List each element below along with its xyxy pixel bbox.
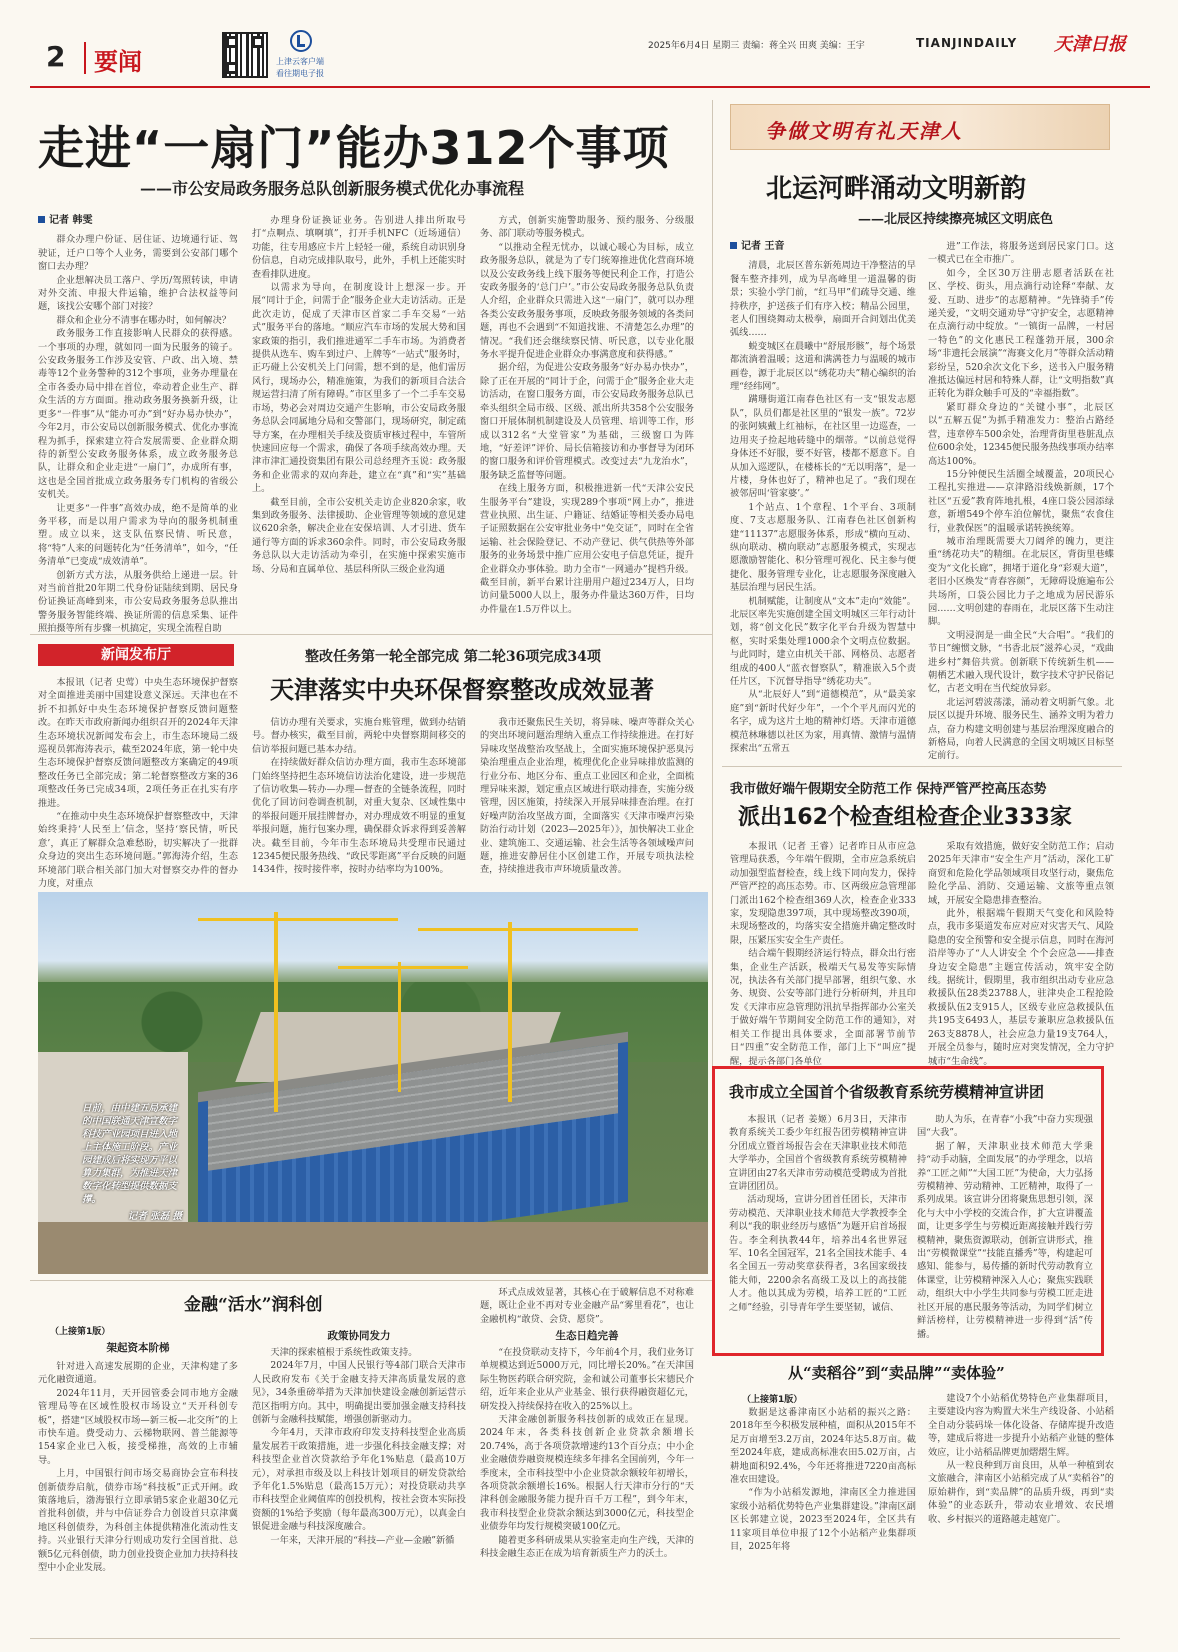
- labor-column-1: 本报讯（记者 姜姬）6月3日，天津市教育系统关工委少年红报告团劳模精神宣讲分团成立暨首场报告会在天津职业技术师范大学举办，全国首个省级教育系统劳模精神宣讲团由27名天津市劳动模范受聘成为首批宣讲团团员。 活动现场，宣讲分团首任团长，天津市劳动模范、天津职业技术师范大学教授李全利以“我的职业经历与感悟”为题开启首场报告。李全利执教44年，培养出4名世界冠军、10名全国冠军，21名全国技术能手、4名全国五一劳动奖章获得者，3名国家级技能大师，2200余名高级工及以上的高技能人才。他以其成为劳模，培养工匠的“工匠之师”经验，引导青年学生要坚韧，诚信、: [729, 1114, 907, 1313]
- finance-sub-3: 生态日趋完善: [555, 1330, 619, 1342]
- banner-text: 争做文明有礼天津人: [765, 119, 963, 143]
- rule-left-2: [30, 1280, 712, 1281]
- paper-name-en: TIANJINDAILY: [916, 36, 1018, 50]
- lead-byline: 记者 韩雯: [38, 214, 238, 227]
- page-divider: [84, 42, 86, 74]
- photo-caption: 日前，由中建五局承建的中国联通天津宣数字科技产业园项目进入地上主体施工阶段。产业园建成后将实现万平以算力集群，为推进天津数字化转型提供数据支撑。 记者 张磊 摄: [82, 1103, 182, 1222]
- news-release-column-2: 信访办理有关要求，实施台账管理，做到办结销号。督办核实，截至目前，两轮中央督察期间移交的信访举报问题已基本办结。 在持续做好群众信访办理方面，我市生态环境部门始终坚持把生态环境信访法治化建设，进一步规范了信访收集—转办—办理—督查的全链条流程，同时优化了回访问卷调查机制，对重大复杂、区域性集中的举报问题开展挂牌督办，对办理成效不明显的重复举报问题，施行包案办理，确保群众诉求得到妥善解决。截至目前，今年市生态环境局共受理市民通过12345便民服务热线、“政民零距离”平台反映的问题1434件，按时接件率，按时办结率均为100%。: [252, 717, 466, 876]
- rice-column-2: 建设7个小站稻优势特色产业集群项目，主要建设内容为购置大米生产线设备、小站稻全自动分装码垛一体化设备、存储库提升改造等，建成后将进一步提升小站稻产业链的整体效应，让小站稻品牌更加熠熠生辉。 从一粒良种到万亩良田，从单一种植到农文旅融合，津南区小站稻完成了从“卖稻谷”的原始耕作，到“卖品牌”的品质升级，再到“卖体验”的业态跃升，带动农业增效、农民增收、乡村振兴的道路越走越宽广。: [928, 1393, 1114, 1525]
- lead-column-2: 办理身份证换证业务。告别进人排出所取号打“点啊点、填啊填”，打开手机NFC（近场通信）功能，往专用感应卡片上轻轻一碰，系统自动识别身份信息，自动完成排队取号，此外，手机上还能实时查看排队进度。 以需求为导向，在制度设计上想深一步。开展“同计于企，问需于企”服务企业大走访活动。正是此次走访，促成了天津市区首家二手车交易“一站式”服务平台的落地。“顺应汽车市场的发展大势和国家政策的指引，我们推进通军二手车市场。为消费者提供从选车、购车到过户、上牌等“一站式”服务时，正巧碰上公安机关上门问需，想不到的是，他们雷厉风行，现场办公，精准施策，为我们的新项目合法合规运营扫清了所有障碍。”市区里多了一个二手车交易市场，势必会对周边交通产生影响，市公安局政务服务总队会同属地分局和交警部门，现场研究，制定疏导方案，在办理相关手续及资质审核过程中，车管所快速回应每一个需求，确保了各项手续高效办理。天津市津汇通投资集团有限公司总经理齐玉说：政务服务和企业需求的双向奔赴，建立在“真”和“实”基础上。 截至目前，全市公安机关走访企业820余家，收集到政务服务、法律援助、企业管理等领域的意见建议620余条，解决企业在安保培训、人才引进、货车通行等方面的诉求360余件。同时，市公安局政务服务总队以大走访活动为牵引，在实施中探索实施市场、分局和直属单位、基层科所队三级企业沟通: [252, 215, 466, 575]
- tianjin-app-logo-icon: [290, 30, 312, 52]
- photo-ground: [38, 1222, 708, 1274]
- safety-column-1: 本报讯（记者 王睿）记者昨日从市应急管理局获悉，今年端午假期，全市应急系统启动加强型监督检查，线上线下同向发力，保持严管严控的高压态势。市、区两级应急管理部门派出162个检查组369人次，检查企业333家，发现隐患397项，其中现场整改390项，未现场整改的，均落实安全措施并确定整改时限，压紧压实安全生产责任。 结合端午假期经济运行特点，群众出行密集，企业生产活跃，极端天气易发等实际情况，执法各有关部门提早部署，组织气象、水务、规资、公安等部门进行分析研判，并且印发《天津市应急管理防汛抗旱指挥部办公室关于做好端午节期间安全防范工作的通知》，对相关工作提出具体要求，全面部署节前节日“四重”安全防范工作，部门上下“叫应”提醒，提示各部门各单位: [730, 841, 916, 1067]
- lead-title: 走进“一扇门”能办312个事项: [38, 121, 670, 175]
- app-caption-1: 上津云客户端: [276, 57, 324, 66]
- date-line: 2025年6月4日 星期三 责编：蒋全兴 田爽 美编：王宇: [648, 41, 865, 51]
- paper-name-cn: 天津日报: [1054, 34, 1126, 55]
- news-release-kicker: 整改任务第一轮全部完成 第二轮36项完成34项: [305, 649, 601, 665]
- masthead: [30, 28, 1150, 84]
- crane-3-jib: [338, 966, 468, 969]
- civility-banner: [730, 104, 1110, 150]
- labor-highlight-box: [712, 1066, 1104, 1356]
- finance-column-1: 针对进入高速发展期的企业，天津构建了多元化融资通道。 2024年11月，天开园管委会同市地方金融管理局等在区域性股权市场设立“天开科创专板”，搭建“区域股权市场—新三板—北交所”的上市快车道。费受动力、云梯物联网、普兰能源等154家企业已入板，接受梯推，高效的上市辅导。 上月，中国银行间市场交易商协会宣布科技创新债券启航，债券市场“科技板”正式开闸。政策落地后，渤海银行立即承销5家企业超30亿元首批科创债，并与中信证券合力创设首只京津冀地区科创债券，为科创主体提供精准化流动性支持。兴业银行天津分行则成功发行全国首批、总额5亿元科创债，助力创业投资企业加力扶持科技型中小企业发展。: [38, 1361, 238, 1574]
- page-number: 2: [46, 40, 66, 73]
- safety-column-2: 采取有效措施，做好安全防范工作；启动2025年天津市“安全生产月”活动，深化工矿商贸和危险化学品领域项目攻坚行动，聚焦危险化学品、消防、交通运输、文旅等重点领域，开展安全隐患排查整治。 此外，根据端午假期天气变化和风险特点，我市多渠道发布应对应对灾害天气、风险隐患的安全预警和安全提示信息，同时在海河沿岸等办了“人人讲安全 个个会应急——排查身边安全隐患”主题宣传活动，筑牢安全防线。据统计，假期里，我市组织出动专业应急救援队伍28类23788人，驻津央企工程抢险救援队伍2支915人，区级专业应急救援队伍共195支6493人，基层专兼职应急救援队伍263支8878人，社会应急力量19支764人，开展全员参与，随时应对突发情况，全力守护城市“生命线”。: [928, 841, 1114, 1067]
- app-caption-2: 看往期电子报: [276, 69, 324, 78]
- crane-3: [398, 962, 401, 1092]
- photo-credit: 记者 张磊 摄: [127, 1211, 182, 1222]
- rice-continued: （上接第1版）: [742, 1395, 803, 1405]
- lead-column-3: 方式，创新实施警助服务、预约服务、分级服务、部门联动等服务模式。 “以推动全程无忧办，以诚心暖心为目标，成立政务服务总队，就是为了专门统筹推进优化营商环境以及公安政务线上线下服务等便民利企工作，打造公安政务服务的‘总门户’。”市公安局政务服务总队负责人介绍，企业群众只需进入这“一扇门”，就可以办理各类公安政务服务事项，反映政务服务领域的各类问题，再也不会遇到“不知道找谁、不清楚怎么办理”的情况。“我们还会继续察民情、听民意，以专业化服务水平提升促进企业群众办事满意度和获得感。” 据介绍，为促进公安政务服务“好办易办快办”，除了正在开展的“同计于企，问需于企”服务企业大走访活动，在窗口服务方面，市公安局政务服务总队已牵头组织全局市级、区级、派出所共358个公安服务窗口开展体制机制建设及人员管理、培训等工作，形成以312名“大堂管家”为基础，三级窗口为阵地，“好差评”评价、局长信箱接访和办事督导为闭环的窗口服务和评价管理模式。改变过去“九龙治水”，服务缺乏监督等问题。 在线上服务方面，积极推进新一代“天津公安民生服务平台”建设，实现289个事项“网上办”，推进营业执照、出生证、户籍证、结婚证等相关委办局电子证照数据在公安审批业务中“免交证”，同时在全省运输、社会保险登记、不动产登记、供气供热等外部服务的业务场景中推广应用公安电子信息凭证，提升企业群众办事体验。助力全市“一网通办”提档升级。截至目前，新平台累计注册用户超过234万人，日均访问量5000人以上，服务办件量达360万件，日均办件量在1.5万件以上。: [480, 215, 694, 615]
- finance-title: 金融“活水”润科创: [184, 1295, 323, 1315]
- civility-column-1: 记者 王音 清晨，北辰区普东新苑周边干净整洁的早餐车整齐排列，成为早高峰里一道温馨的街景；实验小学门前，“红马甲”们疏导交通、维持秩序，护送孩子们有序入校；精品公园里，老人们围绕舞动太极拳，扇面开合间划出优美弧线…… 蜕变城区在晨曦中“舒展形骸”，每个场景都流淌着温暖；这道和满满苍力与温暖的城市画卷，源于北辰区以“绣花功夫”精心编织的治理“经纬网”。 蹒珊街道江南春色社区有一支“银发志愿队”，队员们都是社区里的“银发一族”。72岁的张阿姨戴上红袖标，在社区里一边巡查，一边用夹子捡起地砖缝中的烟蒂。“以前总觉得身体还不好服，要不好管，楼都不愿意下。自从加入巡逻队，在楼栋长的“无以明落”，是一片楼，身体也好了，精神也足了。“我们现在被邻居叫‘管家婆’。” 1个站点、1个章程、1个平台、3项制度、7支志愿服务队、江南春色社区创新构建“11137”志愿服务体系，形成“横向互动、纵向联动、横向联动”志愿服务模式，实现志愿激励智能化、积分管理可视化、民主参与便捷化、服务管理专业化，让志愿服务深度融入基层治理与居民生活。 机制赋能，让制度从“文本”走向“效能”。北辰区率先实施创建全国文明城区三年行动计划，将“创文化民”数字化平台升级为智慧中枢，实时采集处理1000余个文明点位数据。与此同时，建立由机关干部、网格员、志愿者组成的400人“蓝衣督察队”，精准嵌入5个责任片区，下沉督导指导“绣花功夫”。 从“北辰好人”到“道德模范”，从“最美家庭”到“新时代好少年”，一个个平凡而闪光的名字，成为这片土地的精神灯塔。天津市道德模范林琳德以社区为家，用真情、激情与温情探索出“五常五: [730, 241, 916, 755]
- finance-column-0: 环式点成效显著，其核心在于破解信息不对称难题，既让企业不再对专业金融产品“雾里看花”，也让金融机构“敢贷、会贷、愿贷”。: [480, 1287, 694, 1325]
- bottom-rule: [30, 1638, 1120, 1639]
- finance-continued: （上接第1版）: [50, 1327, 111, 1337]
- rice-column-1: 数据是这番津南区小站稻的振兴之路：2018年至今积极发展种植，面积从2015年不足万亩增至3.2万亩，2024年达5.8万亩。截至2024年底，建成高标准农田5.02万亩，占耕地面积92.4%，今年还将推进7220亩高标准农田建设。 “作为小站稻发源地，津南区全力推进国家级小站稻优势特色产业集群建设。”津南区副区长郭建立说，2023至2024年，全区共有11家项目单位申报了12个小站稻产业集群项目，2025年将: [730, 1407, 916, 1553]
- safety-title: 派出162个检查组检查企业333家: [738, 805, 1072, 830]
- finance-sub-2: 政策协同发力: [327, 1330, 391, 1342]
- crane-2: [508, 922, 512, 1102]
- civility-subtitle: ——北辰区持续擦亮城区文明底色: [858, 212, 1054, 227]
- civility-column-2: 进”工作法，将服务送到居民家门口。这一模式已在全市推广。 如今，全区30万注册志愿者活跃在社区、学校、街头，用点滴行动诠释“奉献、友爱、互助、进步”的志愿精神。“先锋骑手”传递关爱，“文明交通劝导”守护安全，志愿精神在点滴行动中绽放。“一镇街一品牌，一村居一特色”的文化惠民工程蓬勃开展，300余场“非遗托会展演”“海赛文化月”等群众活动精彩纷呈，520余次文化下乡，送书入户服务精准抵达偏远村居和特殊人群，让“文明指数”真正转化为群众触手可及的“幸福指数”。 紧盯群众身边的“关键小事”，北辰区以“五解五促”为抓手精准发力：整治占路经营，违章停车500余处，治理背街里巷脏乱点位600余处，12345便民服务热线事项办结率高达100%。 15分钟便民生活圈全域覆盖，20项民心工程扎实推进——京津路沿线焕新颜，17个社区“五爱”教育阵地扎根，4座口袋公园添绿意，新增549个停车泊位解忧，聚焦“农食住行，业教保医”的温暖承诺转换统筹。 城市治理既需要大刀阔斧的魄力，更注重“绣花功夫”的精细。在北辰区，背街里巷蝶变为“文化长廊”，拥堵于道化身“彩观大道”，老旧小区焕发“青春容颜”，无障碍设施遍布公共场所，口袋公园比力子之地成为居民游乐园……文明创建的春雨在，北辰区落下生动注脚。 文明浸润是一曲全民“大合唱”。“我们的节日”缠惯文脉，“书香北辰”滋养心灵，“戏曲进乡村”舞倍共赏。创新联下传统新生机——朝栖艺术融入现代设计，数字技术守护民俗记忆，古老文明在当代绽放异彩。 北运河碧波荡漾，涌动着文明新气象。北辰区以提升环境、服务民生、涵养文明为着力点，奋力构建文明创建与基层治理深度融合的新格局，向着人民满意的全国文明城区目标坚定前行。: [928, 241, 1114, 762]
- labor-title: 我市成立全国首个省级教育系统劳模精神宣讲团: [729, 1083, 1045, 1101]
- rule-right-1: [722, 766, 1122, 767]
- finance-sub-1: 架起资本阶梯: [106, 1342, 170, 1354]
- qr-code-icon: [222, 32, 268, 78]
- crane-2-jib: [418, 928, 638, 931]
- masthead-rule: [30, 86, 1150, 88]
- rice-title: 从“卖稻谷”到“卖品牌”“卖体验”: [788, 1364, 1005, 1382]
- safety-kicker: 我市做好端午假期安全防范工作 保持严管严控高压态势: [730, 782, 1047, 797]
- crane-1: [274, 912, 278, 1112]
- section-label: 要闻: [94, 47, 142, 76]
- civility-title: 北运河畔涌动文明新韵: [766, 174, 1027, 204]
- rule-left-1: [30, 634, 712, 635]
- crane-1-jib: [198, 918, 398, 921]
- news-release-title: 天津落实中央环保督察整改成效显著: [270, 676, 654, 704]
- lead-column-1: 记者 韩雯 群众办理户份证、居住证、边境通行证、驾驶证，迁户口等个人业务，需要到公安部门哪个窗口去办理？ 企业想解决员工落户、学历/驾照转读，申请对外交流、申报大件运输，维护合法权益等问题，该找公安哪个部门对接？ 群众和企业分不清事在哪办时，如何解决？ 政务服务工作直接影响人民群众的获得感。一个事项的办理，就如同一面为民服务的镜子。公安政务服务工作涉及安管、户政、出入境、禁毒等12个业务警种的312个事项，业务办理量在全市各委办局中排在首位，牵动着企业生产、群众生活的方方面面。推动政务服务换新升级，让更多“一件事”从“能办可办”到“好办易办快办”，今年2月，市公安局以创新服务模式、优化办事流程为抓手，探索建立符合发展需要、企业群众期待的新型公安政务服务体系，成立政务服务总队，让群众和企业走进“一扇门”，办成所有事，这也是全国首批成立政务服务专门机构的省级公安机关。 让更多“一件事”高效办成，绝不是简单的业务平移，而是以用户需求为导向的服务机制重塑。成立以来，这支队伍察民情、听民意，将“特”人来的问题转化为“任务清单”，如今，“任务清单”已变成“成效清单”。 创新方式方法，从服务供给上递进一层。针对当前首批20年期二代身份证陆续到期、居民身份证换证高峰到来，市公安局政务服务总队推出警务服务智能终端、换证所需的信息采集、证件照拍摄等所有步骤一机搞定，实现全流程自助: [38, 215, 238, 635]
- news-release-column-1: 本报讯（记者 史莺）中央生态环境保护督察对全面推进美丽中国建设意义深远。天津也在不折不扣抓好中央生态环境保护督察反馈问题整改。在昨天市政府新闻办组织召开的2024年天津生态环境状况新闻发布会上，市生态环境局二级巡视员郭海涛表示，截至2024年底，第一轮中央生态环境保护督察反馈问题整改方案确定的49项整改任务已全部完成；第二轮督察整改方案的36项整改任务已完成34项，2项任务正在扎实有序推进。 “在推动中央生态环境保护督察整改中，天津始终秉持‘人民至上’信念，坚持‘察民情，听民意’，真正了解群众急难愁盼，切实解决了一批群众身边的突出生态环境问题。”郭海涛介绍，生态环境部门联合相关部门加大对督察交办件的督办力度，对重点: [38, 677, 238, 890]
- construction-photo: [38, 892, 708, 1274]
- civility-byline: 记者 王音: [730, 240, 916, 253]
- finance-column-3: “在投贷联动支持下，今年前4个月，我们业务订单规模达到近5000万元，同比增长20%。”在天津国际生物医药联合研究院，金和诚公司董事长宋德民介绍，近年来企业从产业基金、银行获得融资超亿元，研发投入持续保持在收入的25%以上。 天津金融创新服务科技创新的成效正在显现。2024年末，各类科技创新企业贷款余额增长20.74%，高于各项贷款增速约13个百分点；中小企业金融债券融资规模连续多年排名全国前列，今年一季度末，全市科技型中小企业贷款余额较年初增长，各项贷款余额增长16%。根据人行天津市分行的“天津科创金融服务能力提升百千万工程”，到今年末，我市科技型企业贷款余额达到3000亿元，科技型企业债券年均发行规模突破100亿元。 随着更多科研成果从实验室走向生产线，天津的科技金融生态正在成为培育新质生产力的沃土。: [480, 1347, 694, 1560]
- finance-column-2: 天津的探索植根于系统性政策支持。 2024年7月，中国人民银行等4部门联合天津市人民政府发布《关于金融支持天津高质量发展的意见》，34条重磅举措为天津加快建设金融创新运营示范区指明方向。其中，明确提出要加强金融支持科技创新与金融科技赋能，增强创新驱动力。 今年4月，天津市政府印发支持科技型企业高质量发展若干政策措施，进一步强化科技金融支撑；对科技型企业首次贷款给予年化1%贴息（最高10万元），对承担市级及以上科技计划项目的研发贷款给予年化1.5%贴息（最高15万元）；对投贷联动共享市科技型企业阈值库的创投机构，按社会资本实际投资额的1%给予奖励（每年最高300万元），以真金白银促进金融与科技深度融合。 一年来，天津开展的“科技—产业—金融”新循: [252, 1347, 466, 1546]
- news-release-tab: 新闻发布厅: [38, 644, 234, 666]
- labor-column-2: 助人为乐，在青春“小我”中奋力实现强国“大我”。 据了解，天津职业技术师范大学秉持“动手动脑，全面发展”的办学理念，以培养“工匠之师”“大国工匠”为使命，大力弘扬劳模精神、劳动精神、工匠精神，取得了一系列成果。该宣讲分团将聚焦思想引领，深化与大中小学校的交流合作，扩大宣讲覆盖面，让更多学生与劳模近距离接触并践行劳模精神，聚焦资源联动，创新宣讲形式，推出“劳模微课堂”“技能直播秀”等，构建起可感知、能参与，易传播的新时代劳动教育立体课堂，让劳模精神深入人心；聚焦实践联动，组织大中小学生共同参与劳模工匠走进社区开展的惠民服务等活动，为同学们树立鲜活榜样，让劳模精神进一步得到“活”传播。: [917, 1114, 1093, 1340]
- lead-subtitle: ——市公安局政务服务总队创新服务模式优化办事流程: [140, 179, 525, 198]
- news-release-column-3: 我市还聚焦民生关切，将异味、噪声等群众关心的突出环境问题治理纳入重点工作持续推进。在打好异味攻坚战整治攻坚战上，全面实施环境保护恶臭污染治理重点企业治理，梳理优化企业异味排放监测的行业分布、地区分布、重点工业园区和企业，全面梳理异味来源，划定重点区域进行联动排查，实施分级管理，因区施策，持续深入开展异味排查治理。在打好噪声防治攻坚战方面，全面落实《天津市噪声污染防治行动计划（2023—2025年）》，加快解决工业企业、建筑施工、交通运输、社会生活等各领域噪声问题，推进安静居住小区创建工作，开展专项执法检查，持续推进我市声环境质量改善。: [480, 717, 694, 876]
